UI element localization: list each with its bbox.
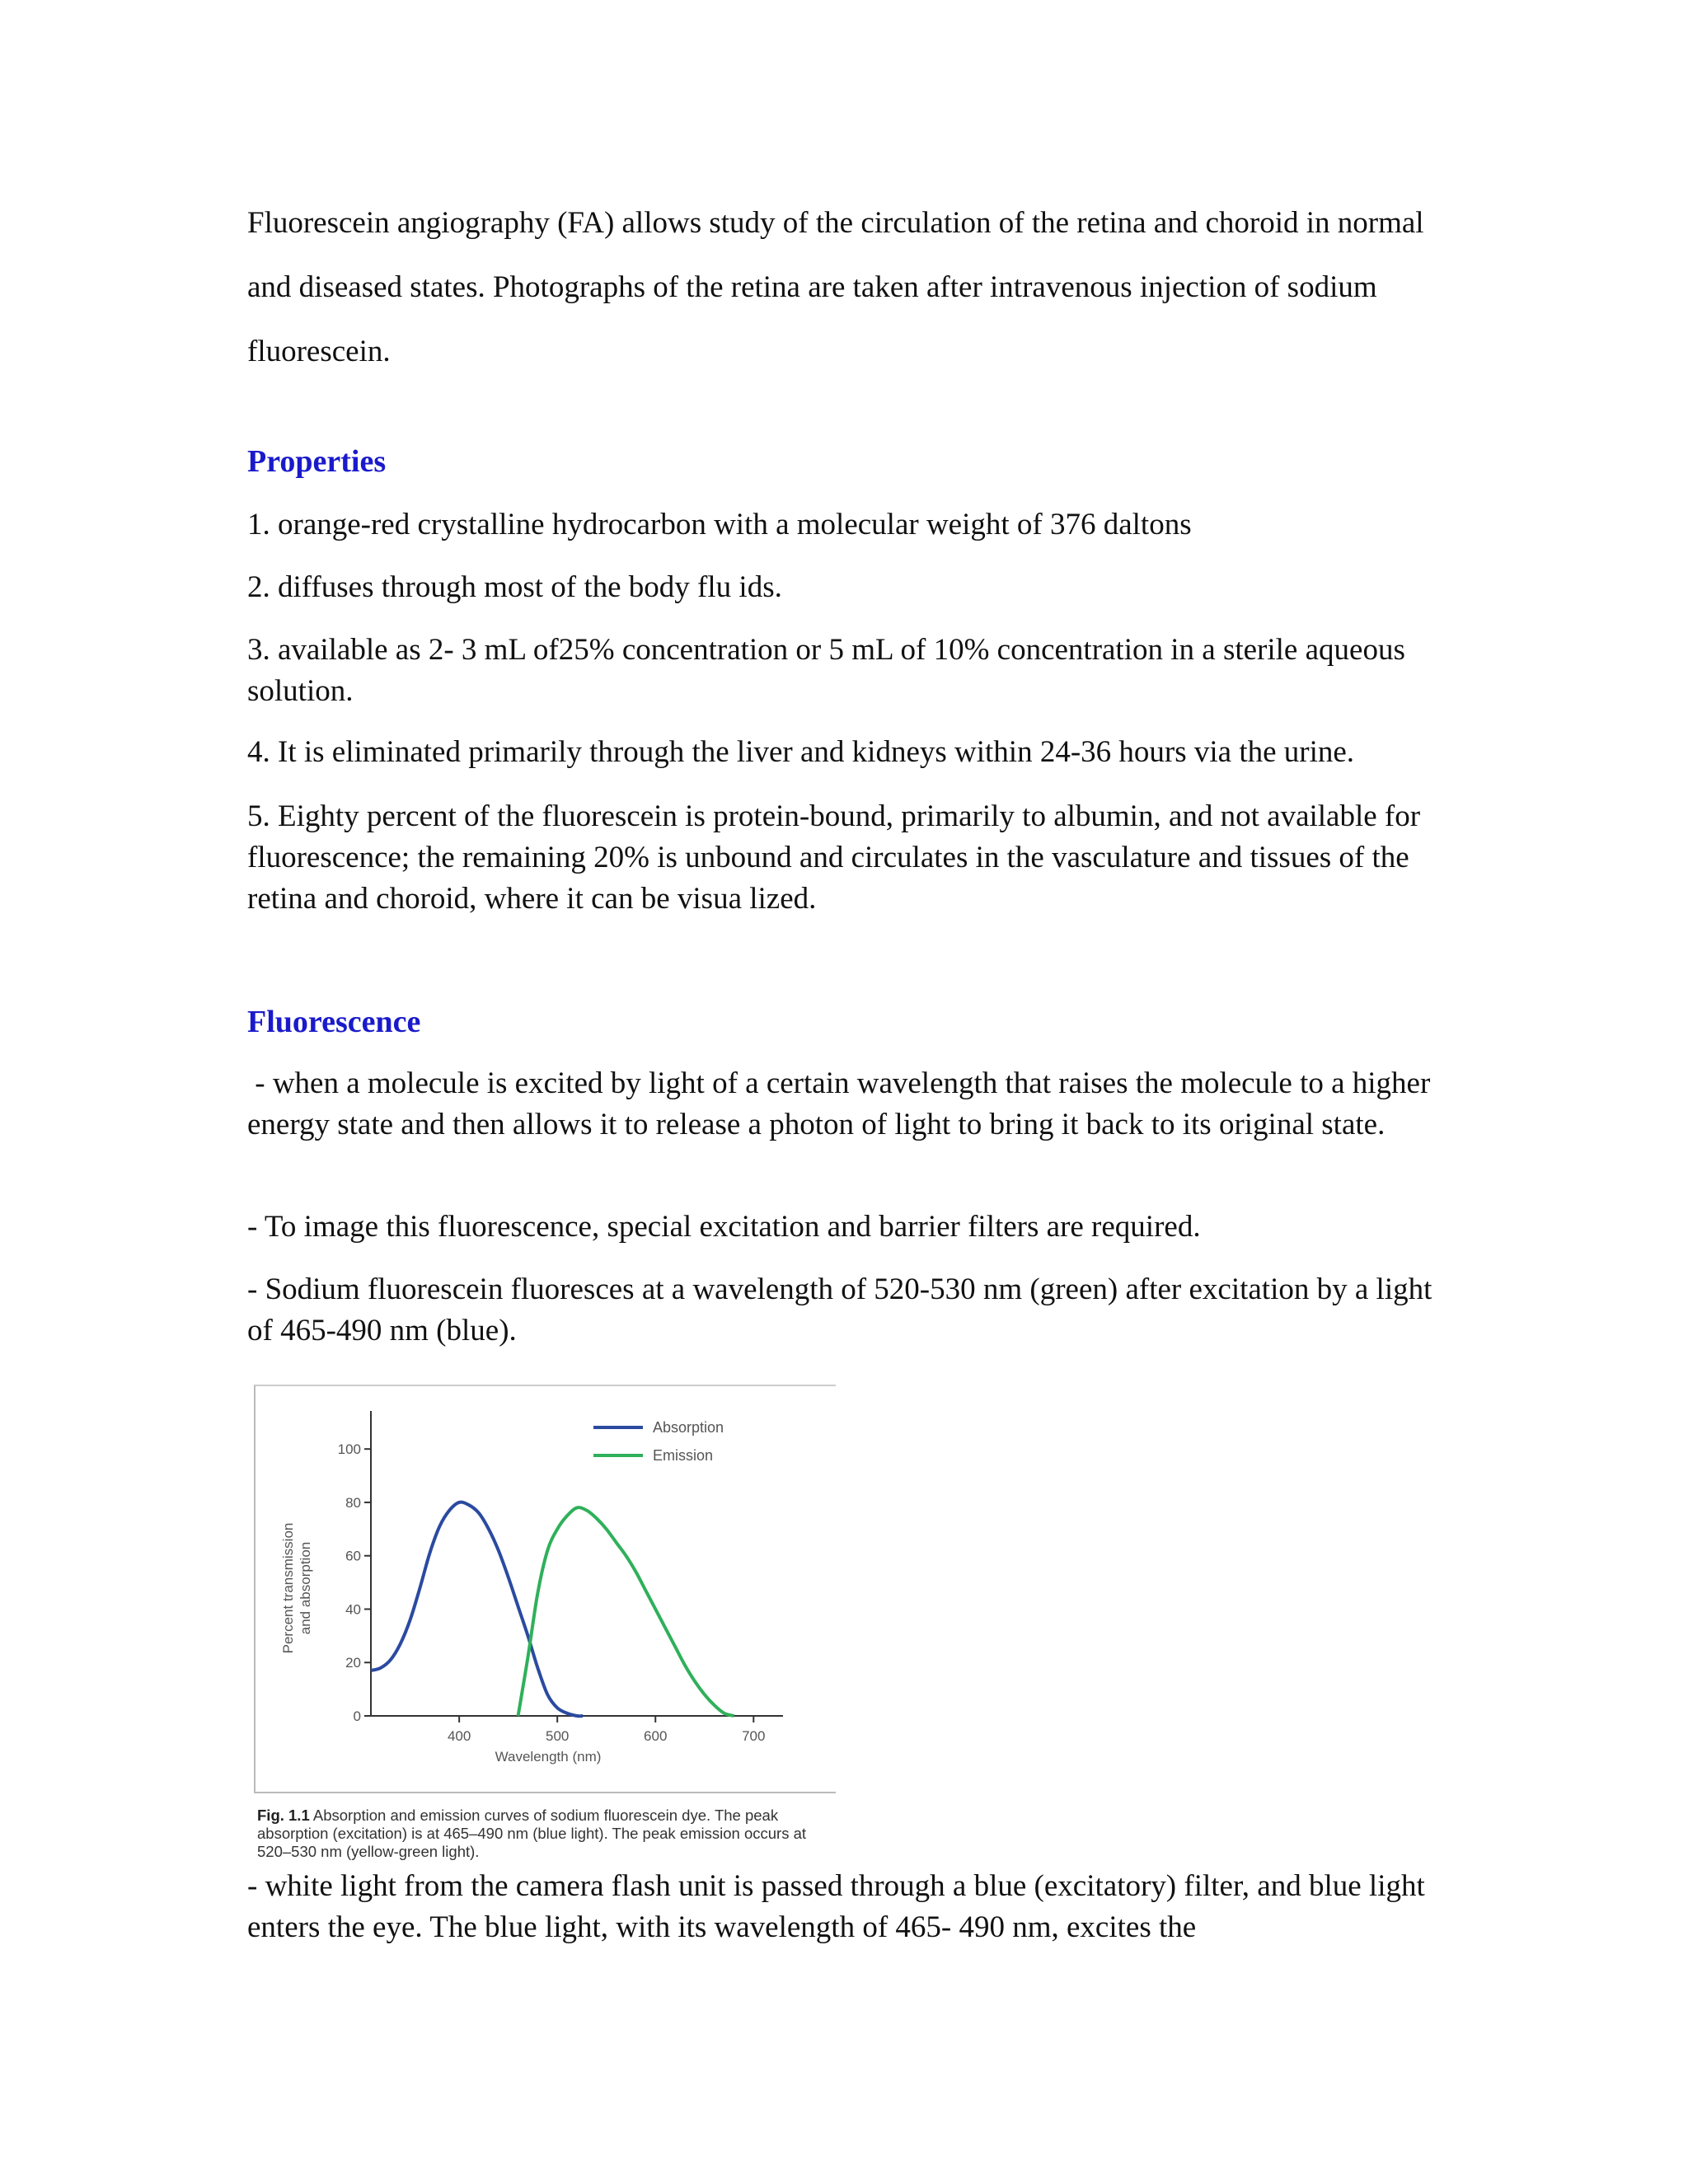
y-tick-label: 0 [353, 1708, 361, 1724]
figure-1-1 [247, 1385, 841, 1879]
y-axis-label-line-1: Percent transmission [280, 1522, 296, 1654]
properties-heading: Properties [247, 444, 387, 479]
intro-paragraph: Fluorescein angiography (FA) allows study of the circulation of the retina and choroid in normal and diseased states. Photographs of the retina are taken after intravenous injection of sodium fluorescein. [247, 206, 1424, 368]
x-tick-label: 600 [644, 1728, 668, 1744]
property-item-5: 5. Eighty percent of the fluorescein is protein-bound, primarily to albumin, and not available for fluorescence; the remaining 20% is unbound and circulates in the vasculature and tissues of the retina and choroid, where it can be visua lized. [247, 799, 1421, 916]
caption-text: Absorption and emission curves of sodium fluorescein dye. The peak absorption (excitation) is at 465–490 nm (blue light). The peak emission occurs at 520–530 nm (yellow-green light). [257, 1807, 807, 1860]
property-item-2: 2. diffuses through most of the body flu ids. [247, 570, 782, 604]
closing-paragraph: - white light from the camera flash unit is passed through a blue (excitatory) filter, and blue light enters the eye. The blue light, with its wavelength of 465- 490 nm, excites the [247, 1869, 1425, 1944]
x-tick-label: 400 [447, 1728, 471, 1744]
property-item-4: 4. It is eliminated primarily through the liver and kidneys within 24-36 hours via the urine. [247, 735, 1355, 769]
legend-label-absorption: Absorption [653, 1419, 724, 1436]
y-axis-label-line-2: and absorption [298, 1541, 313, 1635]
x-tick-label: 700 [742, 1728, 766, 1744]
y-tick-label: 20 [345, 1655, 361, 1671]
fluorescence-item-1: - when a molecule is excited by light of a certain wavelength that raises the molecule to a higher energy state and then allows it to release a photon of light to bring it back to its original state. [247, 1066, 1438, 1141]
y-tick-label: 100 [337, 1441, 361, 1458]
absorption-emission-chart [256, 1386, 832, 1788]
property-item-1: 1. orange-red crystalline hydrocarbon with a molecular weight of 376 daltons [247, 508, 1192, 541]
y-tick-label: 80 [345, 1494, 361, 1511]
fluorescence-heading: Fluorescence [247, 1005, 421, 1039]
caption-label: Fig. 1.1 [257, 1807, 310, 1824]
x-axis-label: Wavelength (nm) [495, 1749, 602, 1765]
fluorescence-item-2: - To image this fluorescence, special excitation and barrier filters are required. [247, 1210, 1201, 1244]
fluorescence-item-3: - Sodium fluorescein fluoresces at a wavelength of 520-530 nm (green) after excitation by a light of 465-490 nm (blue). [247, 1272, 1432, 1347]
x-tick-label: 500 [546, 1728, 570, 1744]
y-tick-label: 40 [345, 1601, 361, 1618]
figure-caption [257, 1807, 834, 1861]
figure-frame [254, 1385, 836, 1793]
y-tick-label: 60 [345, 1548, 361, 1564]
property-item-3: 3. available as 2- 3 mL of25% concentration or 5 mL of 10% concentration in a sterile aqueous solution. [247, 633, 1405, 708]
absorption-series-line [371, 1502, 583, 1717]
y-axis-label [280, 1523, 313, 1654]
emission-series-line [518, 1507, 734, 1716]
legend-label-emission: Emission [653, 1447, 714, 1464]
